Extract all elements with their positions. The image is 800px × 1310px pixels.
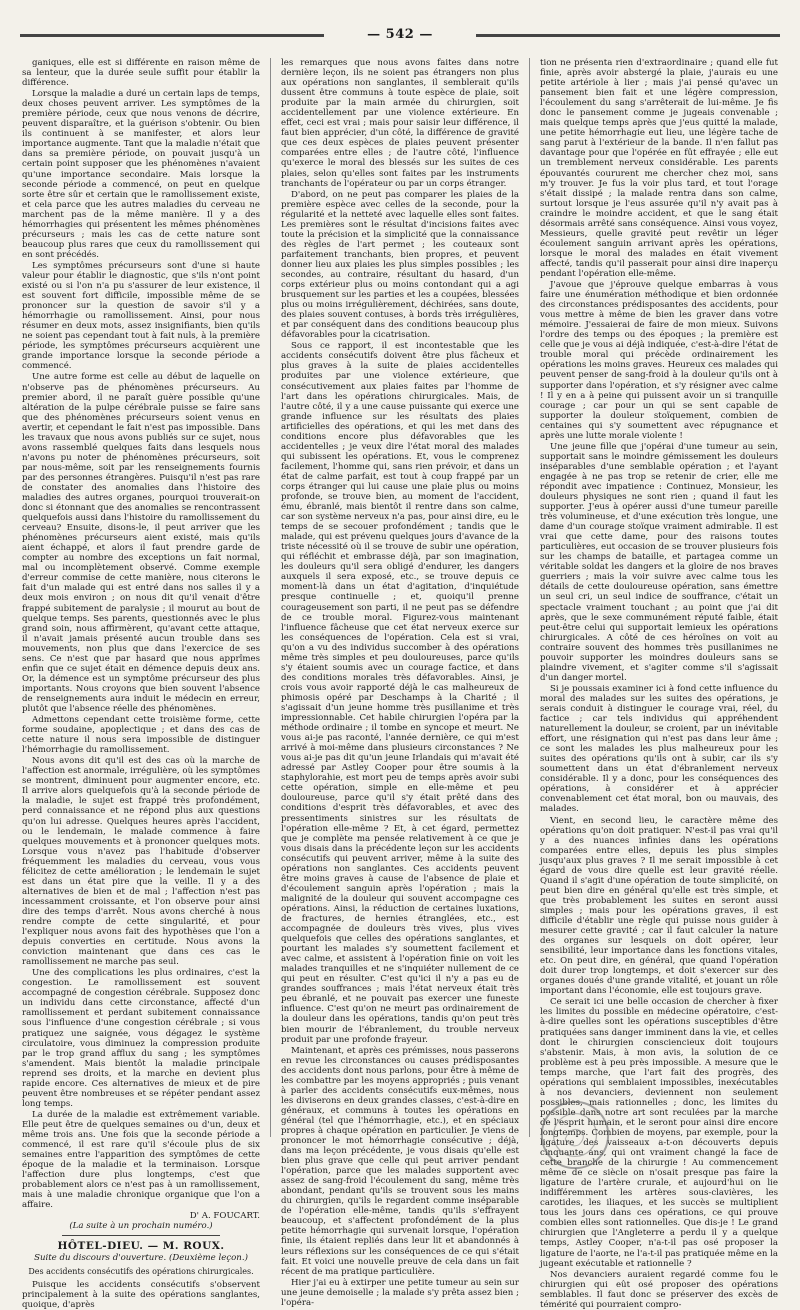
paragraph: Vient, en second lieu, le caractère même des opérations qu'on doit pratiquer. N'est-il pas vrai qu'il y a des nuances infinies dans les opérations comparées entre elles, depuis les plus simples jusqu'aux plus graves ? Il me serait impossible à cet égard de vous dire quelle est leur gravité réelle. Quand il s'agit d'une opération de toute simplicité, on peut bien dire en général qu'elle est très simple, et que très probablement les suites en seront aussi simples ; mais pour les opérations graves, il est difficile d'établir une règle qui puisse nous guider à mesurer cette gravité ; car il faut calculer la nature des organes sur lesquels on doit opérer, leur sensibilité, leur importance dans les fonctions vitales, etc. On peut dire, en général, que quand l'opération doit durer trop longtemps, et doit s'exercer sur des organes doués d'une grande vitalité, et jouant un rôle important dans l'économie, elle est toujours grave. bbox=[540, 815, 778, 997]
section-title: HÔTEL-DIEU. — M. ROUX. bbox=[57, 1240, 225, 1253]
text-columns bbox=[22, 58, 779, 1310]
paragraph: Nos devanciers auraient regardé comme fou le chirurgien qui eût osé proposer des opérations semblables. Il faut donc se préserver des excès de témérité qui pourraient compro- bbox=[540, 1269, 778, 1310]
library-stamp-icon bbox=[536, 1096, 614, 1174]
paragraph: Si je poussais examiner ici à fond cette influence du moral des malades sur les suites des opérations, je serais conduit à distinguer le courage vrai, réel, du factice ; car tels individus qui appréhendent naturellement la douleur, se croient, par un inévitable effort, une résignation qui n'est pas dans leur âme ; ce sont les malades les plus malheureux pour les suites des opérations qu'ils ont à subir, car ils s'y soumettent dans un état d'ébranlement nerveux considérable. Il y a donc, pour les conséquences des opérations, à considérer et à apprécier convenablement cet état moral, bon ou mauvais, des malades. bbox=[540, 683, 778, 815]
paragraph: Maintenant, et après ces prémisses, nous passerons en revue les circonstances ou causes prédisposantes des accidents dont nous parlons, pour être à même de les combattre par les moyens appropriés ; puis venant à parler des accidents consécutifs eux-mêmes, nous les diviserons en deux grandes classes, c'est-à-dire en généraux, et communs à toutes les opérations en général (tel que l'hémorrhagie, etc.), et en spéciaux propres à chaque opération en particulier. Je viens de prononcer le mot hémorrhagie consécutive ; déjà, dans ma leçon précédente, je vous disais qu'elle est bien plus grave que celle qui peut arriver pendant l'opération, parce que les malades supportent avec assez de sang-froid l'écoulement du sang, même très abondant, pendant qu'ils se trouvent sous les mains du chirurgien, qu'ils le regardent comme inséparable de l'opération elle-même, tandis qu'ils s'effrayent beaucoup, et s'affectent profondément de la plus petite hémorrhagie qui survenait lorsque, l'opération finie, ils étaient repliés dans leur lit et abandonnés à leurs réflexions sur les conséquences de ce qui s'était fait. Et voici une nouvelle preuve de cela dans un fait récent de ma pratique particulière. bbox=[281, 1045, 519, 1277]
column-1 bbox=[22, 58, 261, 1310]
paragraph: Hier j'ai eu à extirper une petite tumeur au sein sur une jeune demoiselle ; la malade s'y prêta assez bien ; l'opéra- bbox=[281, 1277, 519, 1308]
paragraph: Lorsque la maladie a duré un certain laps de temps, deux choses peuvent arriver. Les symptômes de la première période, ceux que nous venons de décrire, peuvent disparaître, et la guérison s'obtenir. Ou bien ils continuent à se manifester, et alors leur importance augmente. Tant que la maladie n'était que dans sa première période, on pouvait jusqu'à un certain point supposer que les phénomènes n'avaient qu'une importance secondaire. Mais lorsque la seconde période a commencé, on peut en quelque sorte être sûr et certain que le ramollissement existe, et cela parce que les autres maladies du cerveau ne marchent pas de la même manière. Il y a des hémorrhagies qui présentent les mêmes phénomènes précurseurs ; mais les cas de cette nature sont beaucoup plus rares que ceux du ramollissement qui en sont précédés. bbox=[22, 89, 260, 260]
section-divider bbox=[62, 1235, 220, 1236]
header-rule-right bbox=[476, 34, 780, 37]
paragraph: Sous ce rapport, il est incontestable que les accidents consécutifs doivent être plus fâcheux et plus graves à la suite de plaies accidentelles produites par une violence extérieure, que consécutivement aux plaies faites par l'homme de l'art dans les opérations chirurgicales. Mais, de l'autre côté, il y a une cause puissante qui exerce une grande influence sur les résultats des plaies artificielles des opérations, et qui les met dans des conditions encore plus défavorables que les accidentelles ; je veux dire l'état moral des malades qui subissent les opérations. Et, vous le comprenez facilement, l'homme qui, sans rien prévoir, et dans un état de calme parfait, est tout à coup frappé par un corps étranger qui lui cause une plaie plus ou moins profonde, se trouve bien, au moment de l'accident, ému, ébranlé, mais bientôt il rentre dans son calme, car son système nerveux n'a pas, pour ainsi dire, eu le temps de se secouer profondément ; tandis que le malade, qui est prévenu quelques jours d'avance de la triste nécessité où il se trouve de subir une opération, qui réfléchit et embrasse déjà, par son imagination, les douleurs qu'il sera obligé d'endurer, les dangers auxquels il sera exposé, etc., se trouve depuis ce moment-là dans un état d'agitation, d'inquiétude presque continuelle ; et, quoiqu'il prenne courageusement son parti, il ne peut pas se défendre de ce trouble moral. Figurez-vous maintenant l'influence fâcheuse que cet état nerveux exerce sur les conséquences de l'opération. Cela est si vrai, qu'on a vu des individus succomber à des opérations même très simples et peu douloureuses, parce qu'ils s'y étaient soumis avec un courage factice, et dans des conditions morales très défavorables. Ainsi, je crois vous avoir rapporté déjà le cas malheureux de phimosis opéré par Deschamps à la Charité ; il s'agissait d'un jeune homme très pusillanime et très impressionnable. Cet habile chirurgien l'opéra par la méthode ordinaire ; il tombe en syncope et meurt. Ne vous ai-je pas raconté, l'année dernière, ce qui m'est arrivé à moi-même dans plusieurs circonstances ? Ne vous ai-je pas dit qu'un jeune Irlandais qui m'avait été adressé par Astley Cooper pour être soumis à la staphylorahie, est mort peu de temps après avoir subi cette opération, simple en elle-même et peu douloureuse, parce qu'il s'y était prêté dans des conditions d'esprit très défavorables, et avec des pressentiments sinistres sur les résultats de l'opération elle-même ? Et, à cet égard, permettez que je complète ma pensée relativement à ce que je vous disais dans la précédente leçon sur les accidents consécutifs qui peuvent arriver, même à la suite des opérations non sanglantes. Ces accidents peuvent être moins graves à cause de l'absence de plaie et d'écoulement sanguin après l'opération ; mais la malignité de la douleur qui souvent accompagne ces opérations. Ainsi, la réduction de certaines luxations, de fractures, de hernies étranglées, etc., est accompagnée de douleurs très vives, plus vives quelquefois que celles des opérations sanglantes, et pourtant les malades s'y soumettent facilement et avec calme, et assistent à l'opération finie on voit les malades tranquilles et ne s'inquiéter nullement de ce qui peut en résulter. C'est qu'ici il n'y a pas eu de grandes souffrances ; mais l'état nerveux était très peu ébranlé, et ne pouvait pas exercer une funeste influence. C'est qu'on ne meurt pas ordinairement de la douleur dans les opérations, tandis qu'on peut très bien mourir de l'ébranlement, du trouble nerveux produit par une profonde frayeur. bbox=[281, 341, 519, 1045]
page-number: — 542 — bbox=[361, 27, 439, 42]
paragraph: Nous avons dit qu'il est des cas où la marche de l'affection est anormale, irrégulière, où les symptômes se montrent, diminuent pour augmenter encore, etc. Il arrive alors quelquefois qu'à la seconde période de la maladie, le sujet est frappé très profondément, perd connaissance et ne répond plus aux questions qu'on lui adresse. Quelques heures après l'accident, ou le lendemain, le malade commence à faire quelques mouvements et à prononcer quelques mots. Lorsque vous n'avez pas l'habitude d'observer fréquemment les maladies du cerveau, vous vous félicitez de cette amélioration ; le lendemain le sujet est dans un état pire que la veille. Il y a des alternatives de bien et de mal ; l'affection n'est pas incessamment croissante, et l'on observe pour ainsi dire des temps d'arrêt. Nous avons cherché à nous rendre compte de cette singularité, et pour l'expliquer nous avons fait des hypothèses que l'on a depuis converties en certitude. Nous avons la conviction maintenant que dans ces cas le ramollissement ne marche pas seul. bbox=[22, 756, 261, 968]
paragraph: Une jeune fille que j'opérai d'une tumeur au sein, supportait sans le moindre gémissement les douleurs inséparables d'une semblable opération ; et l'ayant engagée à ne pas trop se retenir de crier, elle me répondit avec impatience : Continuez, Monsieur, les douleurs physiques ne sont rien ; quand il faut les supporter. J'eus à opérer aussi d'une tumeur pareille très volumineuse, et d'une exécution très longue, une dame d'un courage stoïque vraiment admirable. Il est vrai que cette dame, pour des raisons toutes particulières, eut occasion de se trouver plusieurs fois sur les champs de bataille, et partagea comme un véritable soldat les dangers et la gloire de nos braves guerriers ; mais la voir suivre avec calme tous les détails de cette douloureuse opération, sans émettre un seul cri, un seul indice de souffrance, c'était un spectacle vraiment touchant ; au point que j'ai dit après, que le sexe communément réputé faible, était peut-être celui qui supportait lemieux les opérations chirurgicales. A côté de ces héroïnes on voit au contraire souvent des hommes très pusillanimes ne pouvoir supporter les moindres douleurs sans se plaindre vivement, et s'agiter comme s'il s'agissait d'un danger mortel. bbox=[540, 441, 778, 683]
paragraph: Une des complications les plus ordinaires, c'est la congestion. Le ramollissement est souvent accompagné de congestion cérébrale. Supposez donc un individu dans cette circonstance, affecté d'un ramollissement et perdant subitement connaissance sous l'influence d'une congestion cérébrale ; si vous pratiquez une saignée, vous dégagez le système circulatoire, vous diminuez la compression produite par le trop grand afflux du sang ; les symptômes s'amendent. Mais bientôt la maladie principale reprend ses droits, et la marche en devient plus rapide encore. Ces alternatives de mieux et de pire peuvent être nombreuses et se répéter pendant assez long temps. bbox=[22, 968, 260, 1109]
column-3 bbox=[540, 58, 779, 1310]
page-header bbox=[20, 26, 780, 42]
paragraph: Ce serait ici une belle occasion de chercher à fixer les limites du possible en médecine opératoire, c'est-à-dire quelles sont les opérations susceptibles d'être pratiquées sans danger imminent dans la vie, et celles dont le chirurgien consciencieux doit toujours s'abstenir. Mais, à mon avis, la solution de ce problème est à peu près impossible. A mesure que le temps marche, que l'art fait des progrès, des opérations qui semblaient impossibles, inexécutables à nos devanciers, deviennent non seulement possibles, mais rationnelles ; donc, les limites du possible dans notre art sont reculées par la marche de l'esprit humain, et le seront pour ainsi dire encore longtemps. Combien de moyens, par exemple, pour la ligature des vaisseaux a-t-on découverts depuis cinquante ans, qui ont vraiment changé la face de cette branche de la chirurgie ! Au commencement même de ce siècle on n'osait presque pas faire la ligature de l'artère crurale, et aujourd'hui on lie indifféremment les artères sous-clavières, les carotides, les iliaques, et les succès se multiplient tous les jours dans ces opérations, ce qui prouve combien elles sont rationnelles. Que dis-je ! Le grand chirurgien que l'Angleterre a perdu il y a quelque temps, Astley Cooper, n'a-t-il pas osé proposer la ligature de l'aorte, ne l'a-t-il pas pratiquée même en la jugeant exécutable et rationnelle ? bbox=[540, 997, 779, 1269]
paragraph: ganiques, elle est si différente en raison même de sa lenteur, que la durée seule suffit pour établir la différence. bbox=[22, 58, 260, 89]
author-signature: D' A. FOUCART. bbox=[189, 1211, 260, 1222]
paragraph: J'avoue que j'éprouve quelque embarras à vous faire une énumération méthodique et bien ordonnée des circonstances prédisposantes des accidents, pour vous mettre à même de bien les graver dans votre mémoire. J'essaierai de faire de mon mieux. Suivons l'ordre des temps ou des époques ; la première est celle que je vous ai déjà indiquée, c'est-à-dire l'état de trouble moral qui précède ordinairement les opérations les moins graves. Heureux ces malades qui peuvent penser de sang-froid à la douleur qu'ils ont à supporter dans l'opération, et s'y résigner avec calme ! Il y en a à peine qui puissent avoir un si tranquille courage ; car pour un qui se sent capable de supporter la douleur stoïquement, combien de centaines qui s'y soumettent avec répugnance et après une lutte morale violente ! bbox=[540, 280, 778, 441]
column-divider bbox=[270, 58, 271, 1137]
section-subtitle: Suite du discours d'ouverture. (Deuxième leçon.) bbox=[34, 1253, 248, 1264]
section-topic: Des accidents consécutifs des opérations chirurgicales. bbox=[28, 1266, 254, 1276]
column-divider bbox=[529, 58, 530, 1137]
column-2 bbox=[281, 58, 519, 1308]
header-rule-left bbox=[20, 34, 324, 37]
paragraph: tion ne présenta rien d'extraordinaire ; quand elle fut finie, après avoir abstergé la plaie, j'aurais eu une petite artériole à lier ; mais j'ai pensé qu'avec un pansement bien fait et une légère compression, l'écoulement du sang s'arrêterait de lui-même. Je fis donc le pansement comme je jugeais convenable ; mais quelque temps après que j'eus quitté la malade, une petite hémorrhagie eut lieu, une légère tache de sang parut à l'extérieur de la bande. Il n'en fallut pas davantage pour que l'opérée en fût effrayée ; elle eut un tremblement nerveux considérable. Les parents épouvantés coururent me chercher chez moi, sans m'y trouver. Je fus la voir plus tard, et tout l'orage s'était dissipé ; la malade rentra dans son calme, surtout lorsque je l'eus assurée qu'il n'y avait pas à craindre le moindre accident, et que le sang était désormais arrêté sans conséquence. Ainsi vous voyez, Messieurs, quelle gravité peut revêtir un léger écoulement sanguin arrivant après les opérations, lorsque le moral des malades en était vivement affecté, tandis qu'il passerait pour ainsi dire inaperçu pendant l'opération elle-même. bbox=[540, 58, 778, 279]
paragraph: La durée de la maladie est extrêmement variable. Elle peut être de quelques semaines ou d'un, deux et même trois ans. Une fois que la seconde période a commencé, il est rare qu'il s'écoule plus de six semaines entre l'apparition des symptômes de cette époque de la maladie et la terminaison. Lorsque l'affection dure plus longtemps, c'est que probablement alors ce n'est pas à un ramollissement, mais à une maladie chronique organique que l'on a affaire. bbox=[22, 1109, 260, 1211]
paragraph: D'abord, on ne peut pas comparer les plaies de la première espèce avec celles de la seconde, pour la régularité et la netteté avec laquelle elles sont faites. Les premières sont le résultat d'incisions faites avec toute la précision et la simplicité que la connaissance des règles de l'art permet ; les couteaux sont parfaitement tranchants, bien propres, et peuvent donner lieu aux plaies les plus simples possibles ; les secondes, au contraire, résultant du hasard, d'un corps extérieur plus ou moins contondant qui a agi brusquement sur les parties et les a coupées, blessées plus ou moins irrégulièrement, déchirées, sans doute, des plaies souvent contuses, à bords très irrégulières, et par conséquent dans des conditions beaucoup plus défavorables pour la cicatrisation. bbox=[281, 189, 519, 341]
paragraph: Les symptômes précurseurs sont d'une si haute valeur pour établir le diagnostic, que s'ils n'ont point existé ou si l'on n'a pu s'assurer de leur existence, il est souvent fort difficile, impossible même de se prononcer sur la question de savoir s'il y a hémorrhagie ou ramollissement. Ainsi, pour nous résumer en deux mots, assez insignifiants, bien qu'ils ne soient pas cependant tout à fait nuls, à la première période, les symptômes précurseurs acquièrent une grande importance lorsque la seconde période a commencé. bbox=[22, 260, 260, 372]
paragraph: Une autre forme est celle au début de laquelle on n'observe pas de phénomènes précurseurs. Au premier abord, il ne paraît guère possible qu'une altération de la pulpe cérébrale puisse se faire sans que des phénomènes précurseurs soient venus en avertir, et cependant le fait n'est pas impossible. Dans les travaux que nous avons publiés sur ce sujet, nous avons rassemblé quelques faits dans lesquels nous n'avons pu noter de phénomènes précurseurs, soit par nous-même, soit par les renseignements fournis par des personnes étrangères. Puisqu'il n'est pas rare de constater des anomalies dans l'histoire des maladies des autres organes, pourquoi trouverait-on donc si étonnant que des anomalies se rencontrassent quelquefois aussi dans l'histoire du ramollissement du cerveau? Ensuite, disons-le, il peut arriver que les phénomènes précurseurs aient existé, mais qu'ils aient échappé, et alors il faut prendre garde de compter au nombre des exceptions un fait normal, mal ou incomplètement observé. Comme exemple d'erreur commise de cette manière, nous citerons le fait d'un malade qui est entré dans nos salles il y a deux mois environ ; on nous dit qu'il venait d'être frappé subitement de paralysie ; il mourut au bout de quelque temps. Ses parents, questionnés avec le plus grand soin, nous affirmèrent, qu'avant cette attaque, il n'avait jamais présenté aucun trouble dans ses mouvements, non plus que dans l'exercice de ses sens. Ce n'est que par hasard que nous apprîmes enfin que ce sujet était en démence depuis deux ans. Or, la démence est un symptôme précurseur des plus importants. Nous croyons que bien souvent l'absence de renseignements aura induit le médecin en erreur, plutôt que l'absence réelle des phénomènes. bbox=[22, 372, 260, 714]
continuation-note: (La suite à un prochain numéro.) bbox=[69, 1221, 213, 1232]
paragraph: les remarques que nous avons faites dans notre dernière leçon, ils ne soient pas étrangers non plus aux opérations non sanglantes, il semblerait qu'ils dussent être communs à toute espèce de plaie, soit produite par la main armée du chirurgien, soit accidentellement par une violence extérieure. En effet, ceci est vrai ; mais pour saisir leur différence, il faut bien apprécier, d'un côté, la différence de gravité que ces deux espèces de plaies peuvent présenter comparées entre elles ; de l'autre côté, l'influence qu'exerce le moral des blessés sur les suites de ces plaies, selon qu'elles sont faites par les instruments tranchants de l'opérateur ou par un corps étranger. bbox=[281, 58, 519, 189]
paragraph: Puisque les accidents consécutifs s'observent principalement à la suite des opérations sanglantes, quoique, d'après bbox=[22, 1279, 260, 1310]
paragraph: Admettons cependant cette troisième forme, cette forme soudaine, apoplectique ; et dans des cas de cette nature il nous sera impossible de distinguer l'hémorrhagie du ramollissement. bbox=[22, 715, 260, 756]
